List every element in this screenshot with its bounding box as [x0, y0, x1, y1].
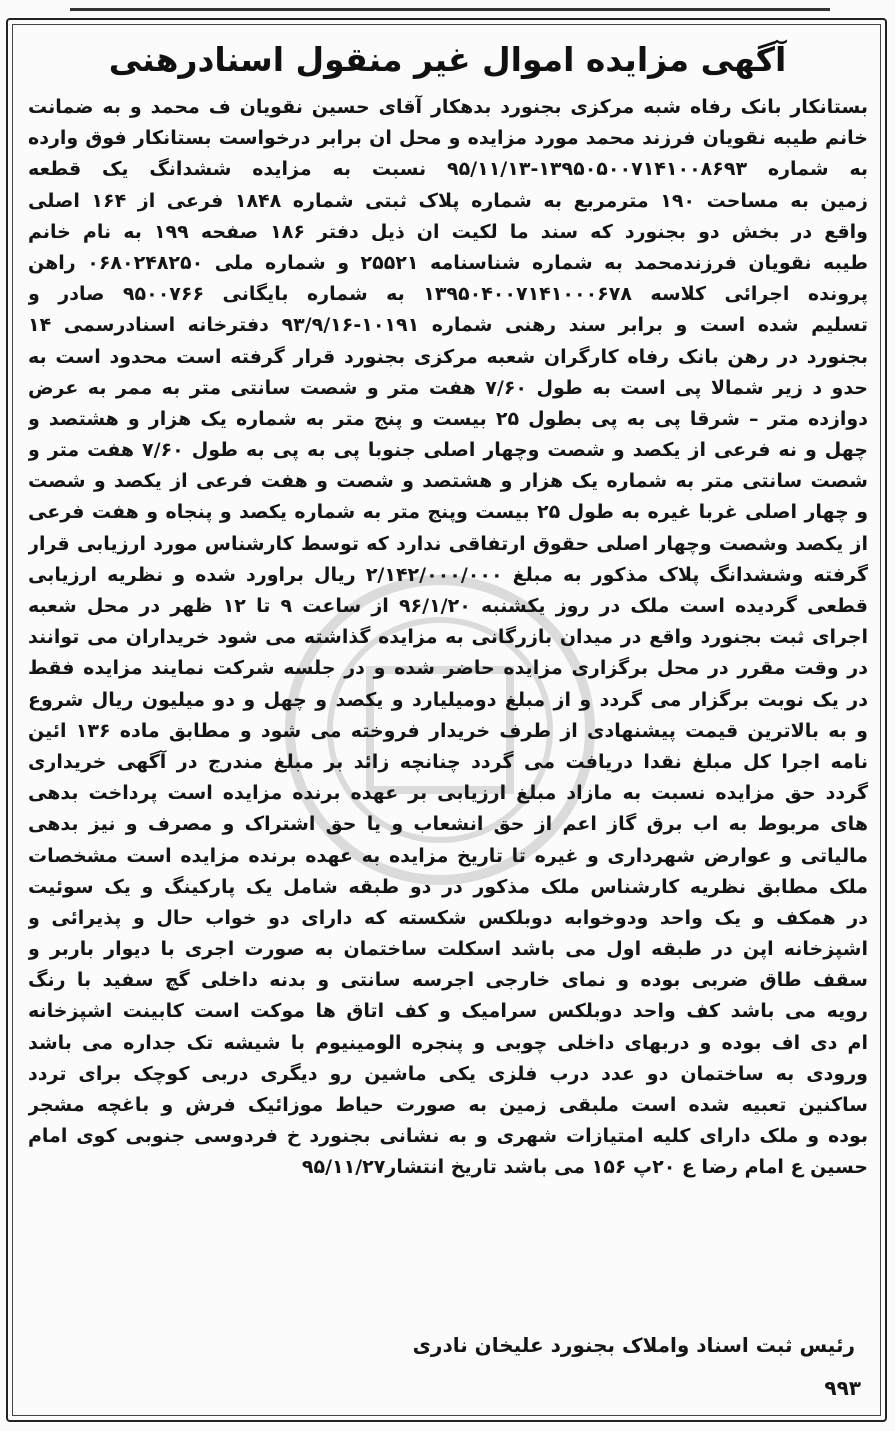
notice-line: مالیاتی و عوارض شهرداری و غیره تا تاریخ مزایده به عهده برنده مزایده است مشخصات	[28, 844, 868, 867]
notice-line: اجرای ثبت بجنورد واقع در میدان بازرگانی به مزایده گذاشته می شود خریداران می توانند	[28, 626, 868, 649]
notice-line: در یک نوبت برگزار می گردد و از مبلغ دومیلیارد و یکصد و چهل و دو میلیون ریال شروع	[28, 688, 868, 711]
notice-line: بستانکار بانک رفاه شبه مرکزی بجنورد بدهکار آقای حسین نقویان ف محمد و به ضمانت	[28, 96, 868, 118]
notice-line: ملک مطابق نظریه کارشناس ملک مذکور در دو طبقه شامل یک پارکینگ و یک سوئیت	[28, 875, 868, 898]
signature-line: رئیس ثبت اسناد واملاک بجنورد علیخان نادری	[412, 1333, 855, 1357]
notice-line: خانم طیبه نقویان فرزند محمد مورد مزایده و محل ان برابر درخواست بستانکار فوق وارده	[28, 127, 868, 150]
notice-line: از یکصد وشصت وچهار اصلی حقوق ارتفاقی ندارد که توسط کارشناس مورد ارزیابی قرار	[28, 532, 868, 555]
notice-line: واقع در بخش دو بجنورد که سند ما لکیت ان ذیل دفتر ۱۸۶ صفحه ۱۹۹ به نام خانم	[28, 220, 868, 243]
notice-line: گردد حق مزایده نسبت به مازاد مبلغ ارزیابی بر عهده برنده مزایده است پرداخت بدهی	[28, 782, 868, 805]
notice-line: تسلیم شده است و برابر سند رهنی شماره ۱۰۱۹۱-۹۳/۹/۱۶ دفترخانه اسنادرسمی ۱۴	[28, 314, 868, 337]
notice-line: و چهار اصلی غربا غیره به طول ۲۵ بیست وپنج متر به شماره یکصد و پنجاه و هفت فرعی	[28, 501, 868, 524]
notice-line: قطعی گردیده است ملک در روز یکشنبه ۹۶/۱/۲۰ از ساعت ۹ تا ۱۲ ظهر در محل شعبه	[28, 595, 868, 617]
notice-line: شصت سانتی متر به شماره یک هزار و هشتصد و شصت و هفت فرعی از یکصد و شصت	[28, 470, 868, 493]
notice-body	[28, 92, 868, 1184]
notice-line: ورودی به ساختمان دو عدد درب فلزی یکی ماشین رو دیگری دربی کوچک برای تردد	[28, 1062, 868, 1085]
notice-line: پرونده اجرائی کلاسه ۱۳۹۵۰۴۰۰۷۱۴۱۰۰۰۶۷۸ به شماره بایگانی ۹۵۰۰۷۶۶ صادر و	[28, 283, 868, 306]
notice-line: طیبه نقویان فرزندمحمد به شماره شناسنامه ۲۵۵۲۱ و شماره ملی ۰۶۸۰۲۴۸۲۵۰ راهن	[28, 251, 868, 274]
notice-line: های مربوط به اب برق گاز اعم از حق انشعاب و یا حق اشتراک و مصرف و نیز بدهی	[28, 813, 868, 836]
notice-line: سقف طاق ضربی بوده و نمای خارجی اجرسه سانتی و بدنه داخلی گچ سفید با رنگ	[28, 969, 868, 992]
notice-line: ساکنین تعبیه شده است ملبقی زمین به صورت حیاط موزائیک فرش و باغچه مشجر	[28, 1094, 868, 1116]
notice-line: ام دی اف بوده و دربهای داخلی چوبی و پنجره الومینیوم با شیشه تک جداره می باشد	[28, 1031, 868, 1054]
notice-line: نامه اجرا کل مبلغ نقدا دریافت می گردد چنانچه زائد بر مبلغ مندرج در آگهی خریداری	[28, 750, 868, 773]
notice-line: و به بالاترین قیمت پیشنهادی از طرف خریدار فروخته می شود و مطابق ماده ۱۳۶ ائین	[28, 719, 868, 742]
notice-line: زمین به مساحت ۱۹۰ مترمربع به شماره پلاک ثبتی شماره ۱۸۴۸ فرعی از ۱۶۴ اصلی	[28, 189, 868, 212]
notice-line: چهل و نه فرعی از یکصد و شصت وچهار اصلی جنوبا پی به پی به طول ۷/۶۰ هفت متر و	[28, 439, 868, 462]
notice-line: در وقت مقرر در محل برگزاری مزایده حاضر شده و در جلسه شرکت نمایند مزایده فقط	[28, 657, 868, 680]
notice-line: گرفته وششدانگ پلاک مذکور به مبلغ ۲/۱۴۲/۰۰۰/۰۰۰ ریال براورد شده و نظریه ارزیابی	[28, 563, 868, 586]
notice-line: حدو د زیر شمالا پی است به طول ۷/۶۰ هفت متر و شصت سانتی متر به ممر به عرض	[28, 376, 868, 399]
notice-line: در همکف و یک واحد ودوخوابه دوبلکس شکسته که دارای دو خواب حال و پذیرائی و	[28, 906, 868, 929]
notice-line: بجنورد در رهن بانک رفاه کارگران شعبه مرکزی بجنورد قرار گرفته است محدود است به	[28, 345, 868, 368]
notice-line: رویه می باشد کف واحد دوبلکس سرامیک و کف اتاق ها موکت است کابینت اشپزخانه	[28, 1000, 868, 1023]
notice-line: دوازده متر – شرقا پی به پی بطول ۲۵ بیست و پنج متر به شماره یک هزار و هشتصد و	[28, 407, 868, 430]
top-divider	[70, 8, 830, 11]
ad-code: ۹۹۳	[824, 1376, 861, 1400]
notice-title: آگهی مزایده اموال غیر منقول اسنادرهنی	[108, 40, 787, 79]
notice-line: بوده و ملک دارای کلیه امتیازات شهری و به نشانی بجنورد خ فردوسی جنوبی کوی امام	[28, 1125, 868, 1148]
notice-line: اشپزخانه اپن در طبقه اول می باشد اسکلت ساختمان به صورت اجری با دیوار باربر و	[28, 938, 868, 961]
notice-line: حسین ع امام رضا ع ۲۰پ ۱۵۶ می باشد تاریخ انتشار۹۵/۱۱/۲۷	[301, 1156, 868, 1179]
notice-line: به شماره ۱۳۹۵۰۵۰۰۷۱۴۱۰۰۸۶۹۳-۹۵/۱۱/۱۳ نسبت به مزایده ششدانگ یک قطعه	[28, 158, 868, 181]
